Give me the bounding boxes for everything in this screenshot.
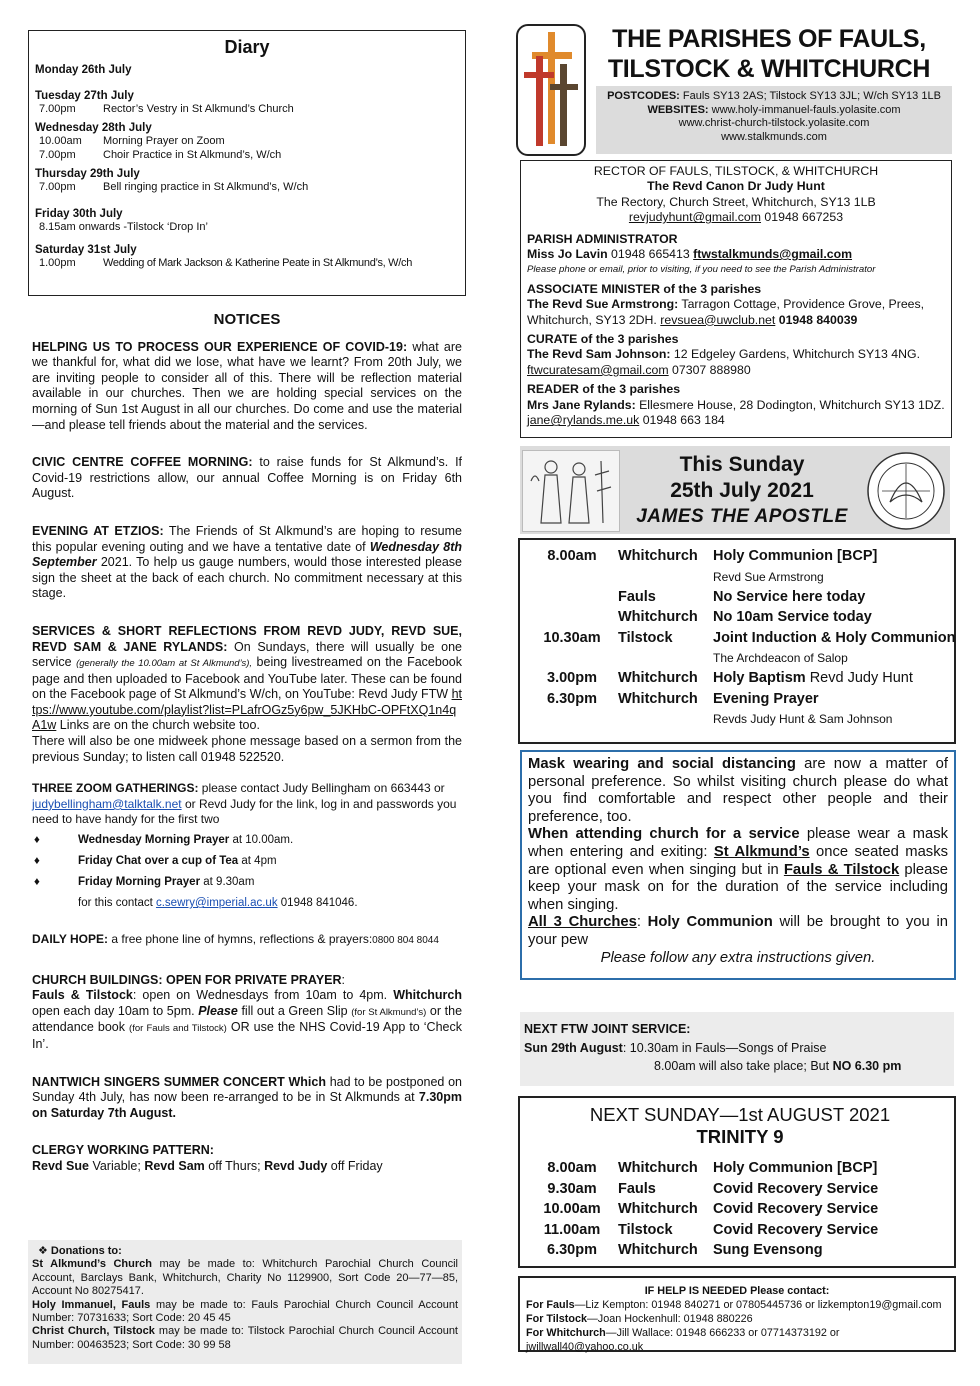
concert-time: 7.30pm on Saturday 7th August. — [32, 1090, 462, 1120]
clergy-name: Revd Sam — [144, 1158, 205, 1173]
phone-number: 07307 888980 — [668, 362, 751, 377]
notice-text: what are we thankful for, what did we lose, what have we learnt? From 20th July, we are inviting people to consider all of this. There will be reflection material available in our churches. Then we are holding special services on the morning of Sun 1st August in all our churches. Do come and use the material—and please tell friends about the material and the services. — [32, 339, 462, 432]
diary-day — [35, 208, 459, 234]
diary-day — [35, 168, 459, 194]
email-link[interactable]: c.sewry@imperial.ac.uk — [155, 897, 278, 910]
church-name: Whitchurch — [393, 988, 462, 1003]
donation-text: may be made to: Fauls Parochial Church Council Account Number: 70731633; Sort Code: 20 45 45 — [32, 1298, 458, 1325]
mask-heading: Mask wearing and social distancing — [528, 756, 796, 772]
person-name: The Revd Sam Johnson: — [527, 347, 671, 362]
role-title: READER of the 3 parishes — [527, 382, 681, 397]
service-place: Whitchurch — [618, 670, 698, 686]
service-place: Tilstock — [618, 629, 673, 646]
address: 12 Edgeley Gardens, Whitchurch SY13 4NG. — [670, 347, 920, 362]
service-row — [526, 1199, 954, 1220]
notice-heading: SERVICES & SHORT REFLECTIONS FROM REVD JUDY, REVD SUE, REVD SAM & JANE RYLANDS: — [32, 623, 462, 654]
diary-day — [35, 244, 459, 270]
postcodes-text: Fauls SY13 2AS; Tilstock SY13 3JL; W/ch SY13 1LB — [679, 90, 941, 102]
service-time: 10.30am — [543, 629, 601, 646]
service-officiant: Revds Judy Hunt & Sam Johnson — [713, 712, 893, 726]
notice-heading: THREE ZOOM GATHERINGS: — [32, 781, 199, 796]
service-time: 10.00am — [543, 1201, 601, 1217]
notice-text: or the attendance book — [32, 1003, 463, 1035]
website-link[interactable]: www.stalkmunds.com — [721, 130, 827, 143]
help-contacts-box — [518, 1276, 956, 1352]
church-name: Fauls & Tilstock — [783, 861, 900, 878]
this-sunday-title — [626, 452, 858, 530]
service-officiant: Revd Sue Armstrong — [713, 569, 824, 584]
seal-emblem — [862, 450, 950, 532]
diamond-bullet-icon: ♦ — [34, 855, 40, 868]
donation-text: may be made to: Whitchurch Parochial Church Council Account, Barclays Bank, Whitchurch, Charity No 1129900, Sort Code 20—77—85, Account No 80275417. — [32, 1258, 459, 1298]
zoom-item-time: at 4pm — [238, 855, 277, 868]
email-link[interactable]: ftwcuratesam@gmail.com — [527, 362, 669, 377]
notice-text: On Sundays, there will usually be one service — [32, 639, 463, 670]
phone-number: 0800 804 8044 — [372, 935, 439, 947]
mask-text: will be brought to you in your pew — [528, 914, 948, 948]
notice-text: open each day 10am to 5pm. — [32, 1003, 199, 1018]
service-name: Joint Induction & Holy Communion — [713, 629, 956, 646]
service-time: 8.00am — [547, 1160, 597, 1176]
notice-text: : — [341, 972, 345, 987]
service-place: Fauls — [618, 1180, 656, 1197]
diary-box — [28, 30, 466, 296]
zoom-item-time: at 10.00am. — [229, 834, 294, 847]
service-time — [526, 587, 618, 608]
service-row — [526, 628, 954, 649]
diary-day-label: Tuesday 27th July — [35, 90, 134, 102]
notice-text: off Friday — [327, 1158, 383, 1173]
joint-text: : 10.30am in Fauls—Songs of Praise — [622, 1040, 827, 1055]
notice-civic — [32, 455, 462, 502]
role-title: ASSOCIATE MINISTER of the 3 parishes — [527, 281, 762, 296]
email-link[interactable]: judybellingham@talktalk.net — [32, 796, 182, 811]
clergy-name: Revd Judy — [264, 1158, 328, 1173]
notice-zoom — [32, 781, 462, 914]
rector-block — [527, 164, 945, 226]
phone-number: 01948 841046. — [277, 897, 358, 910]
donation-item — [32, 1258, 458, 1298]
help-contact: —Liz Kempton: 01948 840271 or 07805445736 or lizkempton19@gmail.com — [574, 1299, 942, 1311]
notice-text: 2021. To help us gauge numbers, would those interested please sign the sheet at the back of each church. No commitment necessary at this stage. — [32, 555, 462, 601]
notice-heading: NANTWICH SINGERS SUMMER CONCERT — [32, 1074, 285, 1089]
church-name: Christ Church, Tilstock — [32, 1325, 155, 1338]
notice-text: or Revd Judy for the link, log in and passwords you need to have handy for the first two — [32, 796, 457, 827]
church-name: Fauls & Tilstock — [32, 988, 133, 1003]
list-item — [32, 830, 462, 851]
figures-icon — [523, 451, 619, 531]
service-time: 8.00am — [547, 548, 597, 564]
postcodes-label: POSTCODES: — [607, 90, 680, 102]
service-place: Whitchurch — [618, 1160, 698, 1176]
list-item — [32, 872, 462, 893]
service-place: Whitchurch — [618, 1242, 698, 1258]
donation-text: may be made to: Tilstock Parochial Church Council Account Number: 00463523; Sort Code: 30 99 58 — [32, 1325, 458, 1351]
notice-nantwich — [32, 1075, 462, 1122]
notice-clergy — [32, 1143, 462, 1174]
next-joint-service — [520, 1012, 954, 1086]
diary-time: 7.00pm — [39, 149, 76, 161]
diary-day — [35, 90, 459, 116]
phone-number: 01948 663 184 — [639, 413, 725, 428]
donations-box — [28, 1240, 462, 1364]
service-row — [526, 607, 954, 628]
service-name: Sung Evensong — [713, 1242, 823, 1258]
notice-small: (for Fauls and Tilstock) — [129, 1023, 227, 1035]
service-time — [526, 607, 618, 628]
title-date: 25th July 2021 — [670, 479, 814, 502]
help-area: For Fauls — [526, 1299, 575, 1311]
diamond-bullet-icon: ♦ — [34, 834, 40, 847]
donation-item — [32, 1299, 458, 1326]
mask-footer: Please follow any extra instructions given. — [600, 949, 876, 966]
diary-entry — [35, 256, 459, 270]
list-item — [32, 893, 462, 914]
parish-logo — [516, 24, 586, 156]
diary-time: 1.00pm — [39, 257, 76, 269]
diary-day-label: Thursday 29th July — [35, 168, 140, 180]
email-link[interactable]: revsuea@uwclub.net — [660, 312, 776, 327]
list-item — [32, 851, 462, 872]
diary-entry — [35, 148, 459, 162]
postcodes-websites — [596, 86, 952, 154]
diary-entry — [35, 180, 459, 194]
websites-label: WEBSITES: — [647, 103, 709, 116]
diamond-bullet-icon: ♦ — [34, 876, 40, 889]
service-name: Evening Prayer — [713, 690, 819, 707]
help-contact: —Joan Hockenhull: 01948 880226 — [587, 1313, 753, 1325]
email-link[interactable]: jane@rylands.me.uk — [527, 413, 640, 428]
service-row — [526, 668, 954, 689]
help-row — [526, 1298, 948, 1312]
church-name: St Alkmund’s — [713, 843, 810, 860]
reader-block — [527, 382, 945, 428]
notice-emphasis: Please — [198, 1003, 238, 1018]
help-row — [526, 1312, 948, 1326]
notice-text: OR use the NHS Covid-19 App to ‘Check In’. — [32, 1020, 462, 1051]
notices-title: NOTICES — [213, 311, 281, 328]
service-name: No 10am Service today — [713, 609, 872, 625]
zoom-item-name: Friday Morning Prayer — [78, 876, 201, 889]
service-place: Whitchurch — [618, 609, 698, 625]
service-time: 3.00pm — [547, 670, 597, 686]
service-time: 6.30pm — [547, 1242, 597, 1258]
service-name: No Service here today — [713, 588, 866, 605]
this-sunday-services — [518, 538, 956, 744]
mask-guidance-box — [520, 750, 956, 980]
diary-title: Diary — [224, 37, 270, 57]
mask-heading: When attending church for a service — [528, 826, 800, 843]
service-row — [526, 689, 954, 710]
notice-text: for this contact — [78, 897, 156, 910]
joint-title: NEXT FTW JOINT SERVICE: — [524, 1022, 691, 1036]
bullet-spacer — [32, 893, 78, 914]
service-officiant: Revd Judy Hunt — [805, 670, 913, 686]
notice-text: had to be postponed on Sunday 4th July, has now been re-arranged to be in St Alkmunds at — [32, 1074, 462, 1105]
notice-text: a free phone line of hymns, reflections & prayers: — [108, 932, 373, 947]
notice-text: being livestreamed on the Facebook page and then uploaded to Facebook and YouTube later. These can be found on the Facebook page of St Alkmund’s W/ch, on YouTube: Revd Judy FTW — [32, 655, 462, 702]
person-name: The Revd Sue Armstrong: — [527, 297, 679, 312]
notice-small: (for St Alkmund’s) — [351, 1006, 427, 1018]
service-place: Fauls — [618, 588, 656, 605]
diary-time: 10.00am — [39, 135, 82, 147]
notice-text: The Friends of St Alkmund’s are hoping to resume this popular evening outing and we have a tentative date of — [32, 523, 462, 554]
role-title: CURATE of the 3 parishes — [527, 332, 679, 347]
zoom-item-time: at 9.30am — [200, 876, 255, 889]
service-time: 6.30pm — [547, 690, 597, 707]
crosses-icon — [518, 26, 584, 154]
service-name: Covid Recovery Service — [713, 1180, 879, 1197]
youtube-link[interactable]: https://www.youtube.com/playlist?list=PLafrOGz5y6pw_5JKHbC-OPFtXQ1n4qA1w — [32, 687, 462, 733]
zoom-item-name: Friday Chat over a cup of Tea — [78, 855, 239, 868]
service-place: Whitchurch — [618, 548, 698, 564]
diary-day-label: Saturday 31st July — [35, 244, 137, 256]
service-row — [526, 1158, 954, 1179]
donations-heading: ❖ Donations to: — [38, 1245, 122, 1257]
notice-text: fill out a Green Slip — [237, 1003, 352, 1018]
diary-day — [35, 122, 459, 162]
notice-text: off Thurs; — [204, 1158, 265, 1173]
notice-text: Variable; — [88, 1158, 145, 1173]
next-sunday-title — [526, 1104, 954, 1148]
address: Tarragon Cottage, Providence Grove, Prees, Whitchurch, SY13 2DH. — [527, 297, 925, 327]
diary-event: Choir Practice in St Alkmund’s, W/ch — [103, 149, 282, 161]
service-place: Whitchurch — [618, 690, 698, 707]
zoom-list — [32, 830, 462, 914]
service-row — [526, 546, 954, 567]
notice-text: to raise funds for St Alkmund’s. If Covid-19 restrictions allow, our annual Coffee Morning is on Friday 6th August. — [32, 455, 463, 501]
diary-event: Rector’s Vestry in St Alkmund’s Church — [103, 103, 294, 115]
title-line: This Sunday — [679, 453, 805, 476]
mask-text: please wear a mask when entering and exiting: — [528, 826, 948, 860]
notice-buildings — [32, 973, 462, 1053]
service-officiant: The Archdeacon of Salop — [713, 651, 848, 665]
phone-number: 01948 667253 — [761, 210, 844, 225]
admin-block — [527, 232, 945, 278]
notice-covid — [32, 340, 462, 434]
diary-entry — [35, 134, 459, 148]
diary-time: 7.00pm — [39, 103, 76, 115]
admin-note: Please phone or email, prior to visiting, if you need to see the Parish Administrator — [527, 264, 876, 276]
notice-heading: DAILY HOPE: — [32, 932, 109, 947]
seal-icon — [862, 450, 950, 532]
mask-text: once seated masks are optional even when singing but in — [528, 843, 948, 878]
diary-time: 7.00pm — [39, 181, 76, 193]
person-name: Mrs Jane Rylands: — [527, 397, 636, 412]
notice-heading: HELPING US TO PROCESS OUR EXPERIENCE OF COVID-19: — [32, 339, 408, 354]
notice-small: (generally the 10.00am at St Alkmund’s), — [76, 658, 253, 670]
title-line: TRINITY 9 — [696, 1126, 784, 1147]
help-contact: —Jill Wallace: 01948 666233 or 07714373192 or jwillwall40@yahoo.co.uk — [526, 1327, 840, 1353]
service-row — [526, 587, 954, 608]
title-line: NEXT SUNDAY—1st AUGUST 2021 — [589, 1104, 891, 1125]
email-link[interactable]: ftwstalkmunds@gmail.com — [693, 247, 853, 262]
joint-text: 8.00am will also take place; But — [654, 1059, 833, 1073]
service-row — [526, 1240, 954, 1261]
person-name: Miss Jo Lavin — [527, 247, 608, 262]
service-name: Covid Recovery Service — [713, 1201, 879, 1217]
email-link[interactable]: revjudyhunt@gmail.com — [628, 210, 762, 225]
role-title: PARISH ADMINISTRATOR — [527, 231, 678, 246]
mask-text: please keep your mask on for the duration of the service including when singing. — [528, 861, 949, 913]
diary-day-label: Wednesday 28th July — [35, 122, 152, 134]
phone-number: 01948 665413 — [607, 247, 694, 262]
next-sunday-services — [518, 1096, 956, 1268]
role-title: RECTOR OF FAULS, TILSTOCK, & WHITCHURCH — [593, 164, 879, 178]
contacts-box — [520, 160, 952, 438]
parish-title — [596, 24, 942, 84]
associate-block — [527, 282, 945, 328]
diary-event: Wedding of Mark Jackson & Katherine Peate in St Alkmund’s, W/ch — [103, 257, 413, 269]
help-title: IF HELP IS NEEDED Please contact: — [644, 1285, 830, 1297]
notice-text: Which — [284, 1074, 326, 1089]
church-name: All 3 Churches — [528, 914, 637, 931]
phone-number: 01948 840039 — [775, 312, 858, 327]
service-row — [526, 1220, 954, 1241]
notice-text: Links are on the church website too. — [56, 718, 260, 733]
clergy-name: Revd Sue — [32, 1158, 89, 1173]
church-name: Holy Immanuel, Fauls — [32, 1298, 151, 1311]
diary-day — [35, 64, 459, 76]
service-name: Holy Baptism — [713, 670, 806, 686]
church-name: St Alkmund’s Church — [32, 1258, 152, 1271]
joint-emphasis: NO 6.30 pm — [832, 1059, 902, 1073]
notice-daily-hope — [32, 932, 462, 949]
notice-text: please contact Judy Bellingham on 663443 or — [198, 781, 445, 796]
notice-date: Wednesday 8th September — [32, 539, 462, 570]
address: The Rectory, Church Street, Whitchurch, SY13 1LB — [596, 194, 876, 209]
website-link[interactable]: www.holy-immanuel-fauls.yolasite.com — [708, 103, 901, 116]
notice-text: : open on Wednesdays from 10am to 4pm. — [132, 988, 388, 1003]
diary-event: Morning Prayer on Zoom — [103, 135, 225, 147]
notice-etzios — [32, 524, 462, 602]
help-area: For Tilstock — [526, 1313, 587, 1325]
notice-heading: CHURCH BUILDINGS: OPEN FOR PRIVATE PRAYER — [32, 972, 342, 987]
notice-services — [32, 624, 462, 765]
help-area: For Whitchurch — [526, 1327, 606, 1339]
apostle-illustration — [522, 450, 620, 532]
curate-block — [527, 332, 945, 378]
website-link[interactable]: www.christ-church-tilstock.yolasite.com — [678, 117, 870, 129]
service-name: Holy Communion [BCP] — [713, 1160, 878, 1176]
title-line: TILSTOCK & WHITCHURCH — [607, 55, 931, 83]
notices-section — [32, 312, 462, 1191]
mask-text: are now a matter of personal preference. So whilst visiting church please do what you find comfortable and respect other people and their preference, too. — [528, 756, 948, 825]
zoom-item-name: Wednesday Morning Prayer — [78, 834, 230, 847]
notice-text: There will also be one midweek phone message based on a sermon from the previous Sunday; to listen call 01948 522520. — [32, 734, 462, 764]
address: Ellesmere House, 28 Dodington, Whitchurch SY13 1DZ. — [635, 397, 945, 412]
notice-heading: CLERGY WORKING PATTERN: — [32, 1143, 214, 1158]
donation-item — [32, 1325, 458, 1352]
mask-text: : — [636, 914, 648, 931]
person-name: The Revd Canon Dr Judy Hunt — [647, 179, 825, 194]
service-time: 11.00am — [543, 1221, 601, 1238]
service-name: Holy Communion [BCP] — [713, 548, 878, 564]
joint-date: Sun 29th August — [524, 1040, 623, 1055]
diary-entry — [35, 220, 459, 234]
service-place: Tilstock — [618, 1221, 673, 1238]
service-name: Covid Recovery Service — [713, 1221, 879, 1238]
diary-entry — [35, 102, 459, 116]
title-line: THE PARISHES OF FAULS, — [612, 25, 926, 53]
notice-heading: CIVIC CENTRE COFFEE MORNING: — [32, 455, 253, 470]
service-time: 9.30am — [547, 1180, 597, 1197]
service-place: Whitchurch — [618, 1201, 698, 1217]
feast-name: JAMES THE APOSTLE — [636, 506, 848, 527]
diary-day-label: Friday 30th July — [35, 208, 123, 220]
diary-event: Bell ringing practice in St Alkmund’s, W/ch — [103, 181, 309, 193]
notice-heading: EVENING AT ETZIOS: — [32, 523, 164, 538]
diary-day-label: Monday 26th July — [35, 64, 132, 76]
service-row — [526, 1179, 954, 1200]
help-row — [526, 1326, 948, 1354]
diary-event: 8.15am onwards -Tilstock ‘Drop In’ — [39, 221, 208, 233]
mask-heading: Holy Communion — [647, 914, 773, 931]
